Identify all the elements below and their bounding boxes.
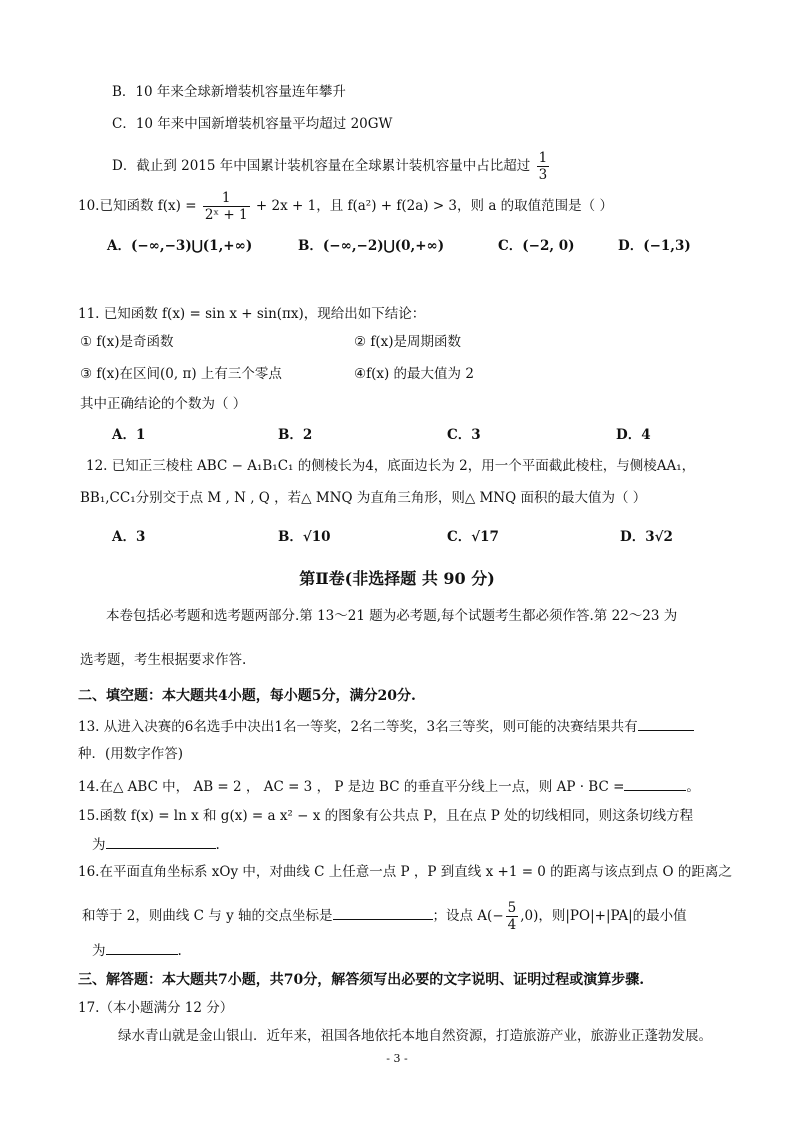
part2-intro-line-2: 选考题，考生根据要求作答. (80, 652, 247, 668)
q12-option-c: C．√17 (447, 529, 499, 545)
q9-option-d (112, 150, 551, 183)
q12-line-1: 12. 已知正三棱柱 ABC − A₁B₁C₁ 的侧棱长为4，底面边长为 2，用一个平面截此棱柱，与侧棱AA₁， (86, 458, 696, 474)
fraction-numerator: 1 (203, 190, 250, 207)
fraction-denominator: 3 (538, 167, 548, 183)
q14-text: 14.在△ ABC 中， AB = 2 ， AC = 3 ， P 是边 BC 的垂直平分线上一点，则 AP · BC = (78, 779, 625, 795)
fraction-numerator: 1 (538, 150, 548, 166)
part2-title: 第Ⅱ卷(非选择题 共 90 分) (299, 569, 495, 588)
q11-option-a: A．1 (112, 427, 146, 443)
answer-blank (333, 905, 433, 920)
q10-fraction (203, 190, 250, 223)
q11-conclusion-4: ④f(x) 的最大值为 2 (354, 366, 474, 382)
q10-stem (78, 190, 613, 223)
section3-title: 三、解答题：本大题共7小题，共70分，解答须写出必要的文字说明、证明过程或演算步骤. (78, 972, 645, 988)
q9-option-d-fraction (537, 150, 550, 183)
part2-intro-line-1: 本卷包括必考题和选考题两部分.第 13～21 题为必考题,每个试题考生都必须作答.第 22～23 为 (106, 608, 678, 624)
q10-option-b: B．(−∞,−2)⋃(0,+∞) (298, 238, 445, 254)
q16-line-3 (92, 940, 182, 961)
q16-text-a: 和等于 2，则曲线 C 与 y 轴的交点坐标是 (82, 908, 333, 924)
q16-prefix: 为 (92, 943, 106, 959)
answer-blank (106, 834, 216, 849)
q11-conclusion-2: ② f(x)是周期函数 (354, 334, 462, 350)
q10-option-c: C．(−2, 0) (498, 238, 575, 254)
q17-text: 绿水青山就是金山银山．近年来，祖国各地依托本地自然资源，打造旅游产业，旅游业正蓬勃发展。 (118, 1028, 712, 1044)
page-number: - 3 - (386, 1052, 408, 1065)
q15-line-2 (92, 834, 220, 855)
q13-text: 13. 从进入决赛的6名选手中决出1名一等奖，2名二等奖，3名三等奖，则可能的决赛结果共有 (78, 719, 638, 735)
q11-ask: 其中正确结论的个数为（ ） (80, 396, 247, 412)
q12-option-a: A．3 (112, 529, 146, 545)
q16-fraction (506, 900, 519, 933)
q10-option-a: A．(−∞,−3)⋃(1,+∞) (107, 238, 253, 254)
q10-prefix: 10.已知函数 f(x) = (78, 198, 197, 214)
q11-conclusion-1: ① f(x)是奇函数 (80, 334, 174, 350)
q16-line-2 (82, 900, 687, 933)
q15-line-1: 15.函数 f(x) = ln x 和 g(x) = a x² − x 的图象有公共点 P，且在点 P 处的切线相同，则这条切线方程 (78, 808, 694, 824)
q16-text-b: ；设点 A(− (432, 908, 504, 924)
q12-option-b: B．√10 (278, 529, 331, 545)
q11-option-d: D．4 (616, 427, 651, 443)
section2-title: 二、填空题：本大题共4小题，每小题5分，满分20分. (78, 688, 416, 704)
q11-conclusion-3: ③ f(x)在区间(0, π) 上有三个零点 (80, 366, 282, 382)
q14-line (78, 776, 700, 797)
q16-line-1: 16.在平面直角坐标系 xOy 中，对曲线 C 上任意一点 P ，P 到直线 x +1 = 0 的距离与该点到点 O 的距离之 (78, 864, 732, 880)
fraction-numerator: 5 (507, 900, 517, 916)
fraction-denominator: 4 (507, 917, 517, 933)
q14-end: 。 (686, 779, 700, 795)
q9-option-b: B．10 年来全球新增装机容量连年攀升 (112, 84, 346, 100)
q10-rest: + 2x + 1，且 f(a²) + f(2a) > 3，则 a 的取值范围是（ ） (255, 198, 613, 214)
q16-text-c: ,0)，则|PO|+|PA|的最小值 (520, 908, 687, 924)
q13-line-2: 种．(用数字作答) (78, 746, 184, 762)
q17-head: 17.（本小题满分 12 分） (78, 1000, 234, 1016)
q12-line-2: BB₁,CC₁分别交于点 M , N , Q ，若△ MNQ 为直角三角形，则△ MNQ 面积的最大值为（ ） (80, 490, 647, 506)
q11-option-c: C．3 (447, 427, 481, 443)
answer-blank (638, 716, 694, 731)
q13-line-1 (78, 716, 694, 737)
q11-option-b: B．2 (278, 427, 313, 443)
q9-option-c: C．10 年来中国新增装机容量平均超过 20GW (112, 116, 393, 132)
q16-suffix: . (177, 943, 182, 959)
q11-stem: 11. 已知函数 f(x) = sin x + sin(πx)，现给出如下结论： (78, 306, 426, 322)
fraction-denominator: 2ˣ + 1 (204, 207, 248, 223)
q12-option-d: D．3√2 (620, 529, 673, 545)
q9-option-d-text: D．截止到 2015 年中国累计装机容量在全球累计装机容量中占比超过 (112, 158, 531, 174)
q15-prefix: 为 (92, 837, 106, 853)
answer-blank (106, 940, 178, 955)
q15-suffix: . (215, 837, 220, 853)
q10-option-d: D．(−1,3) (618, 238, 691, 254)
answer-blank (624, 776, 686, 791)
